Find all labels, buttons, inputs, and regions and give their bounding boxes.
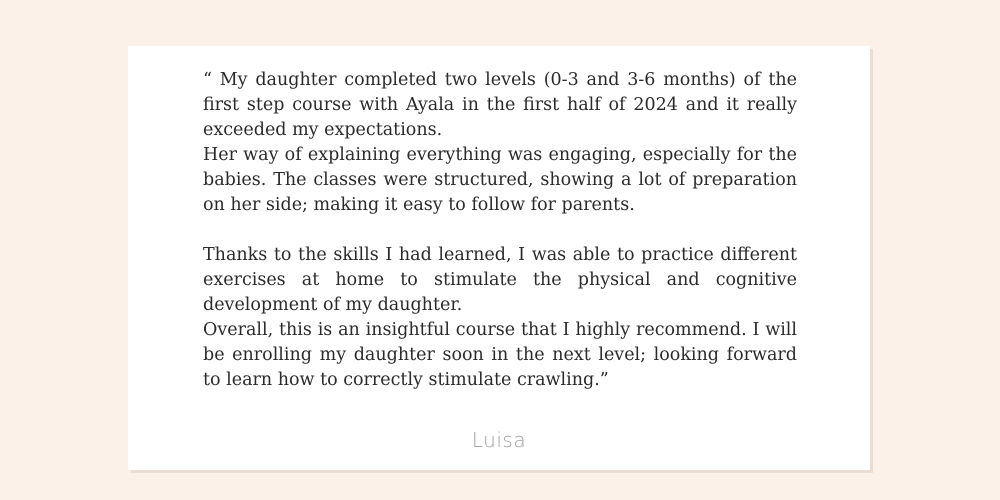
testimonial-author: Luisa [471, 428, 527, 452]
quote-paragraph-2: Her way of explaining everything was engaging, especially for the babies. The classes were structured, showing a lot of preparation on her side; making it easy to follow for parents. [203, 145, 797, 215]
paragraph-spacer [203, 218, 797, 243]
quote-paragraph-1: “ My daughter completed two levels (0-3 and 3-6 months) of the first step course with Ayala in the first half of 2024 and it really exceeded my expectations. [203, 70, 797, 140]
quote-paragraph-4: Overall, this is an insightful course that I highly recommend. I will be enrolling my daughter soon in the next level; looking forward to learn how to correctly stimulate crawling.” [203, 320, 797, 390]
testimonial-card [128, 46, 870, 470]
quote-paragraph-3: Thanks to the skills I had learned, I was able to practice different exercises at home to stimulate the physical and cognitive development of my daughter. [203, 245, 797, 315]
testimonial-quote [203, 68, 797, 393]
